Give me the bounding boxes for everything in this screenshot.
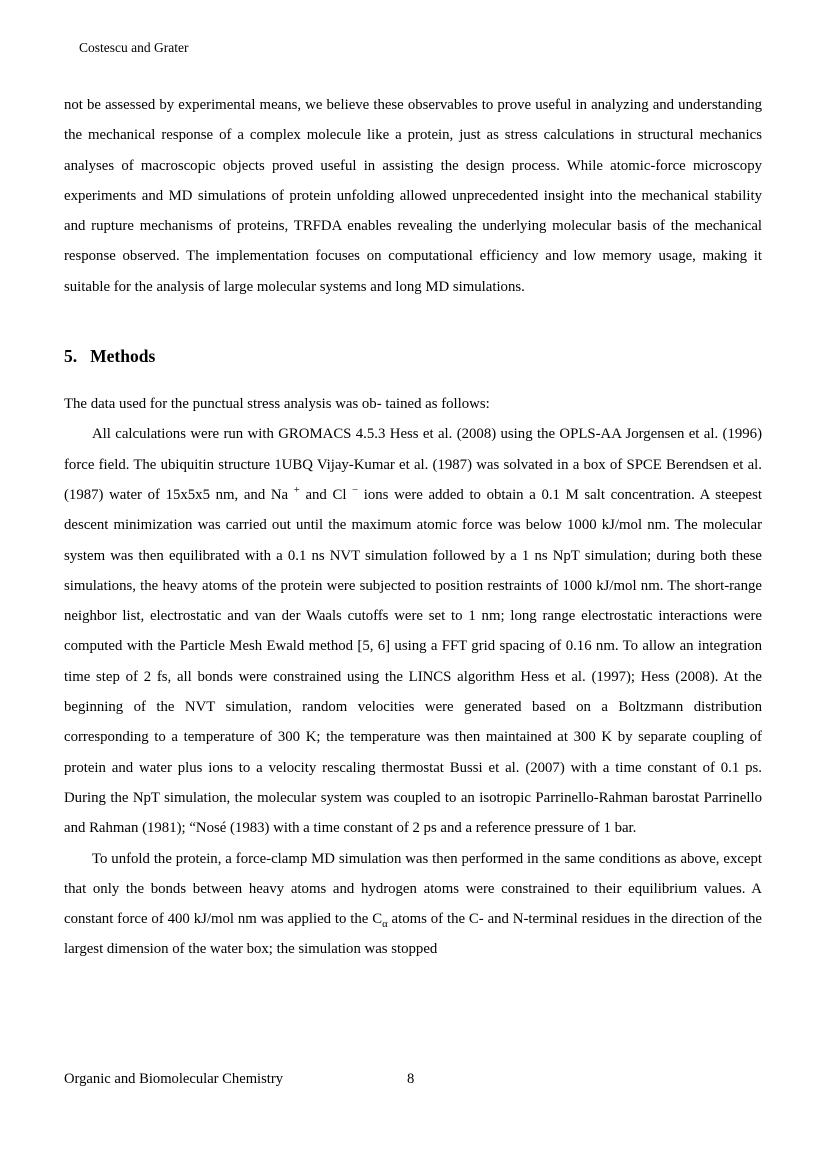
body-text	[64, 90, 762, 965]
section-number: 5.	[64, 346, 78, 367]
methods-intro-paragraph: The data used for the punctual stress analysis was ob- tained as follows:	[64, 396, 490, 413]
methods-paragraph-calculations: All calculations were run with GROMACS 4.5.3 Hess et al. (2008) using the OPLS-AA Jorgensen et al. (1996) force field. The ubiquitin structure 1UBQ Vijay-Kumar et al. (1987) was solvated in a box of SPCE Berendsen et al. (1987) water of 15x5x5 nm, and Na + and Cl − ions were added to obtain a 0.1 M salt concentration. A steepest descent minimization was carried out until the maximum atomic force was below 1000 kJ/mol nm. The molecular system was then equilibrated with a 0.1 ns NVT simulation followed by a 1 ns NpT simulation; during both these simulations, the heavy atoms of the protein were subjected to position restraints of 1000 kJ/mol nm. The short-range neighbor list, electrostatic and van der Waals cutoffs were set to 1 nm; long range electrostatic interactions were computed with the Particle Mesh Ewald method [5, 6] using a FFT grid spacing of 0.16 nm. To allow an integration time step of 2 fs, all bonds were constrained using the LINCS algorithm Hess et al. (1997); Hess (2008). At the beginning of the NVT simulation, random velocities were generated based on a Boltzmann distribution corresponding to a temperature of 300 K; the temperature was then maintained at 300 K by separate coupling of protein and water plus ions to a velocity rescaling thermostat Bussi et al. (2007) with a time constant of 0.1 ps. During the NpT simulation, the molecular system was coupled to an isotropic Parrinello-Rahman barostat Parrinello and Rahman (1981); “Nosé (1983) with a time constant of 2 ps and a reference pressure of 1 bar.	[64, 426, 762, 837]
methods-paragraph-unfolding: To unfold the protein, a force-clamp MD simulation was then performed in the same conditions as above, except that only the bonds between heavy atoms and hydrogen atoms were constrained to their equilibrium values. A constant force of 400 kJ/mol nm was applied to the $C_\alpha$ atoms of the C- and N-terminal residues in the direction of the largest dimension of the water box; the simulation was stopped	[64, 850, 762, 958]
section-heading	[64, 344, 762, 368]
journal-name: Organic and Biomolecular Chemistry	[64, 1071, 283, 1087]
section-title: Methods	[90, 346, 156, 367]
paragraph-continuation: not be assessed by experimental means, we believe these observables to prove useful in analyzing and understanding the mechanical response of a complex molecule like a protein, just as stress calculations in structural mechanics analyses of macroscopic objects proved useful in assisting the design process. While atomic-force microscopy experiments and MD simulations of protein unfolding allowed unprecedented insight into the mechanical stability and rupture mechanisms of proteins, TRFDA enables revealing the underlying molecular basis of the mechanical response observed. The implementation focuses on computational efficiency and low memory usage, making it suitable for the analysis of large molecular systems and long MD simulations.	[64, 97, 762, 295]
page-number: 8	[407, 1071, 415, 1087]
running-title: Costescu and Grater	[79, 40, 189, 55]
running-header	[79, 40, 188, 56]
